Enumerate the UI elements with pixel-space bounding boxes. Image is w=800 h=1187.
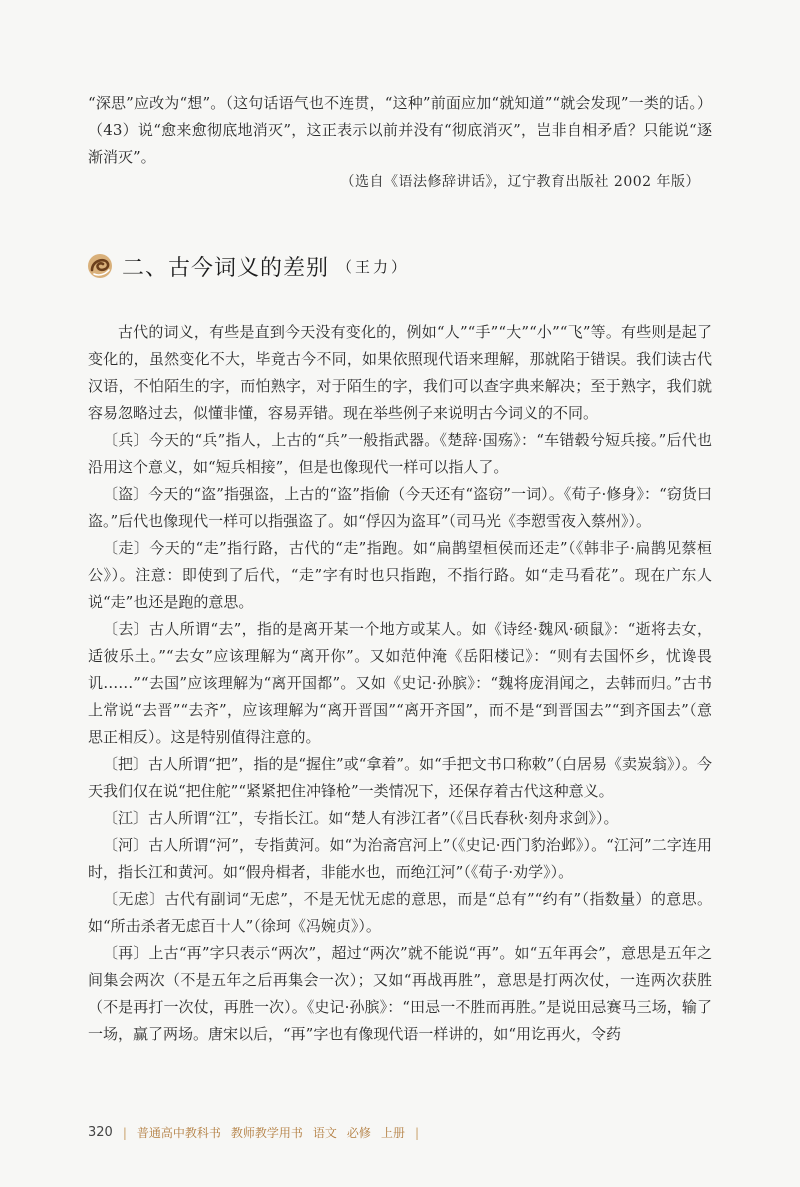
footer-subject: 语文 bbox=[312, 1126, 337, 1140]
page-footer bbox=[88, 1124, 419, 1141]
intro-paragraph: “深思”应改为“想”。（这句话语气也不连贯，“这种”前面应加“就知道”“就会发现”一类的话。）（43）说“愈来愈彻底地消灭”，这正表示以前并没有“彻底消灭”，岂非自相矛盾？只能说“逐渐消灭”。 bbox=[88, 94, 712, 166]
entry-zou: 〔走〕今天的“走”指行路，古代的“走”指跑。如“扁鹊望桓侯而还走”（《韩非子·扁鹊见蔡桓公》）。注意：即使到了后代，“走”字有时也只指跑，不指行路。如“走马看花”。现在广东人说“走”也还是跑的意思。 bbox=[88, 539, 712, 611]
entry-qu: 〔去〕古人所谓“去”，指的是离开某一个地方或某人。如《诗经·魏风·硕鼠》：“逝将去女，适彼乐土。”“去女”应该理解为“离开你”。又如范仲淹《岳阳楼记》：“则有去国怀乡，忧谗畏讥……”“去国”应该理解为“离开国都”。又如《史记·孙膑》：“魏将庞涓闻之，去韩而归。”古书上常说“去晋”“去齐”，应该理解为“离开晋国”“离开齐国”，而不是“到晋国去”“到齐国去”（意思正相反）。这是特别值得注意的。 bbox=[88, 620, 712, 746]
entry-jiang: 〔江〕古人所谓“江”，专指长江。如“楚人有涉江者”（《吕氏春秋·刻舟求剑》）。 bbox=[103, 809, 619, 827]
entry-zai: 〔再〕上古“再”字只表示“两次”，超过“两次”就不能说“再”。如“五年再会”，意思是五年之间集会两次（不是五年之后再集会一次）；又如“再战再胜”，意思是打两次仗，一连两次获胜（不是再打一次仗，再胜一次）。《史记·孙膑》：“田忌一不胜而再胜。”是说田忌赛马三场，输了一场，赢了两场。唐宋以后，“再”字也有像现代语一样讲的，如“用讫再火，令药 bbox=[88, 944, 712, 1043]
page-number: 320 bbox=[88, 1125, 113, 1140]
entry-dao: 〔盗〕今天的“盗”指强盗，上古的“盗”指偷（今天还有“盗窃”一词）。《荀子·修身》：“窃货曰盗。”后代也像现代一样可以指强盗了。如“俘囚为盗耳”（司马光《李愬雪夜入蔡州》）。 bbox=[88, 485, 712, 530]
footer-separator: | bbox=[122, 1125, 127, 1140]
entry-ba: 〔把〕古人所谓“把”，指的是“握住”或“拿着”。如“手把文书口称敕”（白居易《卖炭翁》）。今天我们仅在说“把住舵”“紧紧把住冲锋枪”一类情况下，还保存着古代这种意义。 bbox=[88, 755, 712, 800]
section-title: 二、古今词义的差别 bbox=[122, 255, 330, 281]
footer-series: 普通高中教科书 bbox=[136, 1126, 221, 1140]
swirl-emblem-icon bbox=[86, 252, 114, 280]
entry-wulv: 〔无虑〕古代有副词“无虑”，不是无忧无虑的意思，而是“总有”“约有”（指数量）的意思。如“所击杀者无虑百十人”（徐珂《冯婉贞》）。 bbox=[88, 890, 712, 935]
entry-bing: 〔兵〕今天的“兵”指人，上古的“兵”一般指武器。《楚辞·国殇》：“车错毂兮短兵接。”后代也沿用这个意义，如“短兵相接”，但是也像现代一样可以指人了。 bbox=[88, 431, 712, 476]
body-paragraph: 古代的词义，有些是直到今天没有变化的，例如“人”“手”“大”“小”“飞”等。有些则是起了变化的，虽然变化不大，毕竟古今不同，如果依照现代语来理解，那就陷于错误。我们读古代汉语，不怕陌生的字，而怕熟字，对于陌生的字，我们可以查字典来解决；至于熟字，我们就容易忽略过去，似懂非懂，容易弄错。现在举些例子来说明古今词义的不同。 bbox=[88, 323, 712, 422]
section-author: （王力） bbox=[337, 257, 410, 276]
footer-level: 必修 bbox=[346, 1126, 371, 1140]
entry-he: 〔河〕古人所谓“河”，专指黄河。如“为治斋宫河上”（《史记·西门豹治邺》）。“江河”二字连用时，指长江和黄河。如“假舟楫者，非能水也，而绝江河”（《荀子·劝学》）。 bbox=[88, 836, 712, 881]
footer-separator-end: | bbox=[414, 1125, 419, 1140]
source-citation: （选自《语法修辞讲话》，辽宁教育出版社 2002 年版） bbox=[340, 174, 700, 190]
section-heading bbox=[86, 248, 409, 284]
footer-book-type: 教师教学用书 bbox=[230, 1126, 303, 1140]
footer-volume: 上册 bbox=[380, 1126, 405, 1140]
body-text bbox=[88, 319, 712, 1048]
intro-text bbox=[88, 90, 712, 171]
